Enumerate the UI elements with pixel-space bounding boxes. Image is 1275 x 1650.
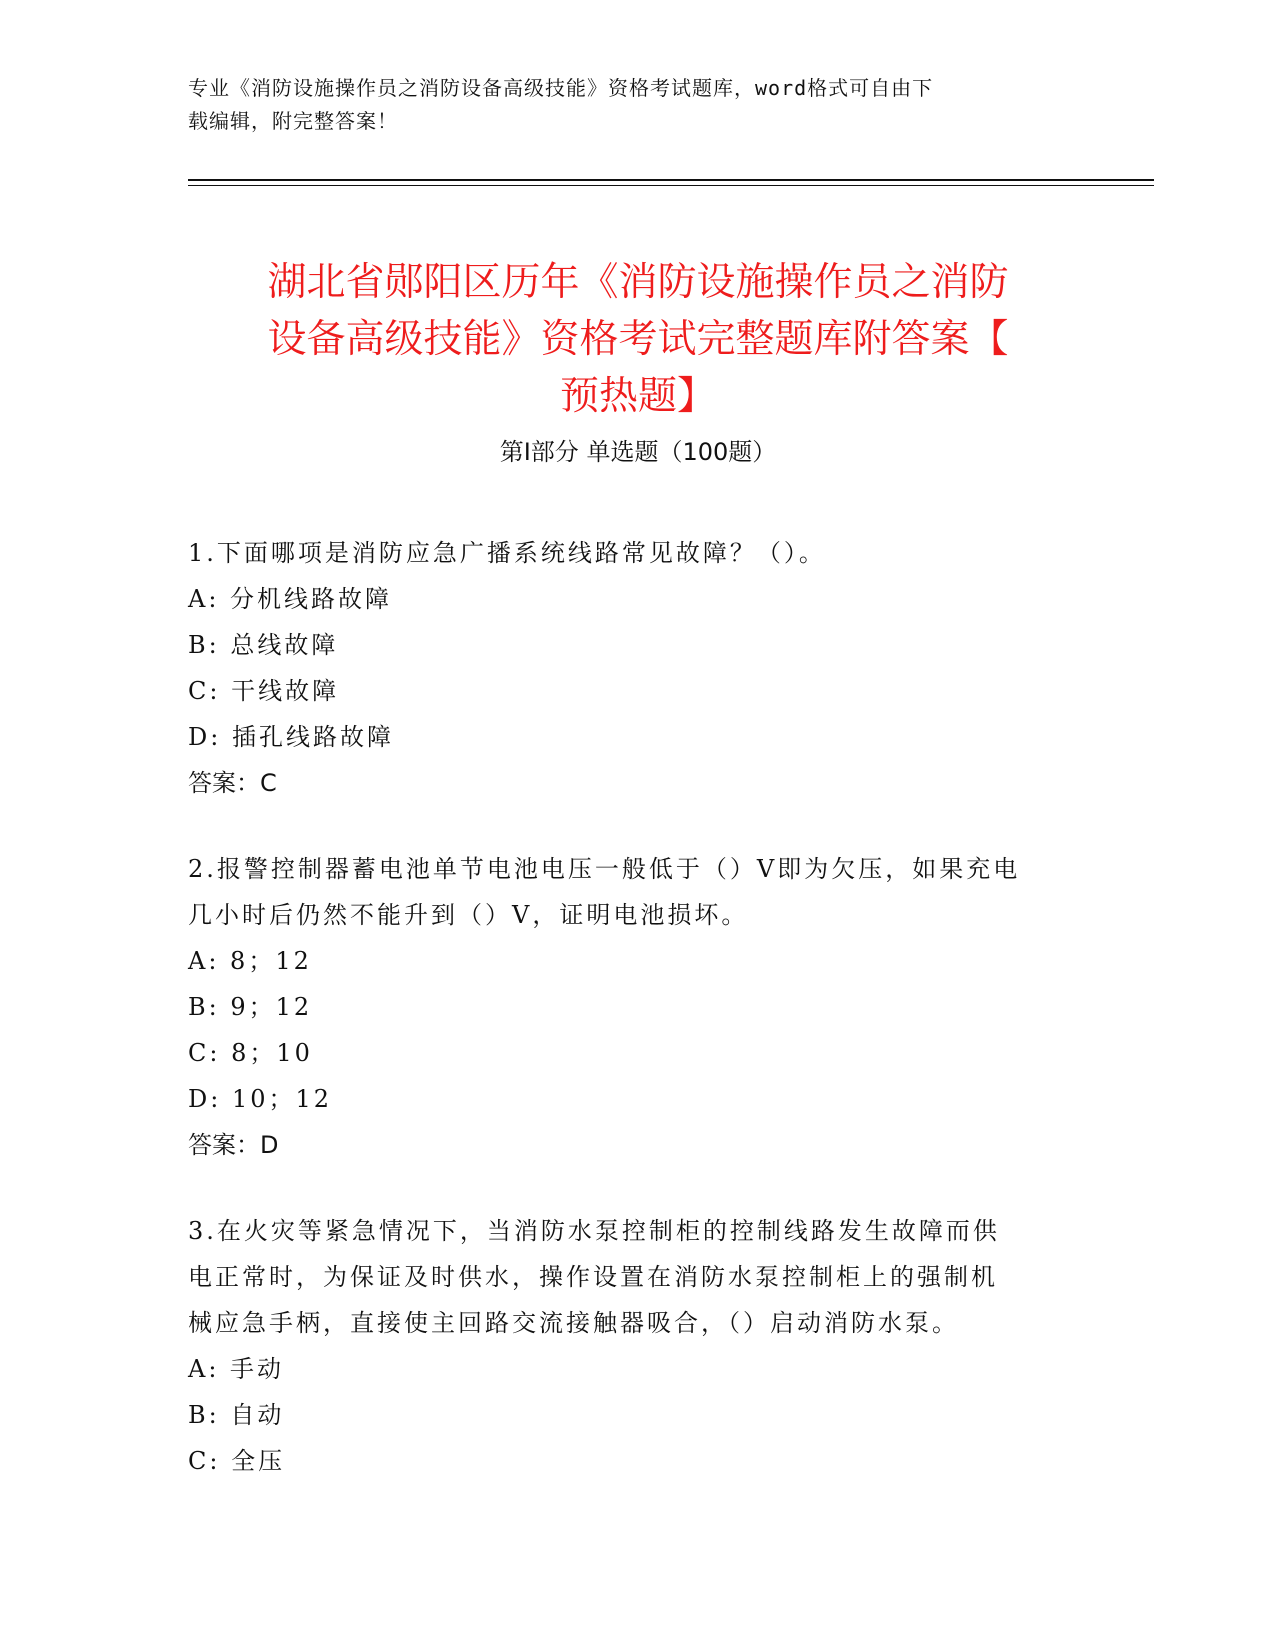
- question-item: [188, 846, 1088, 1168]
- option-d: D: 10；12: [188, 1085, 333, 1113]
- answer-line: 答案：C: [188, 769, 277, 797]
- header-note-line: 专业《消防设施操作员之消防设备高级技能》资格考试题库，word格式可自由下: [188, 76, 934, 100]
- question-stem: 几小时后仍然不能升到（）V，证明电池损坏。: [188, 901, 749, 929]
- header-divider-thick: [188, 179, 1154, 181]
- question-list: [188, 530, 1088, 1524]
- option-b: B: 9；12: [188, 993, 313, 1021]
- document-title-line: 预热题】: [559, 374, 716, 420]
- question-stem: 2.报警控制器蓄电池单节电池电压一般低于（）V即为欠压，如果充电: [188, 855, 1021, 883]
- option-b: B: 总线故障: [188, 631, 339, 659]
- document-title-line: 湖北省郧阳区历年《消防设施操作员之消防: [267, 260, 1009, 306]
- header-note-line: 载编辑，附完整答案！: [188, 109, 398, 133]
- answer-line: 答案：D: [188, 1131, 279, 1159]
- question-stem: 电正常时，为保证及时供水，操作设置在消防水泵控制柜上的强制机: [188, 1263, 998, 1291]
- question-stem: 1.下面哪项是消防应急广播系统线路常见故障？（）。: [188, 539, 826, 567]
- option-c: C: 全压: [188, 1447, 286, 1475]
- option-c: C: 8；10: [188, 1039, 313, 1067]
- option-a: A: 分机线路故障: [188, 585, 393, 613]
- option-a: A: 手动: [188, 1355, 285, 1383]
- question-stem: 3.在火灾等紧急情况下，当消防水泵控制柜的控制线路发生故障而供: [188, 1217, 1000, 1245]
- option-b: B: 自动: [188, 1401, 285, 1429]
- section-heading: 第Ⅰ部分 单选题（100题）: [499, 438, 777, 466]
- option-d: D: 插孔线路故障: [188, 723, 394, 751]
- question-item: [188, 530, 1088, 806]
- header-divider-thin: [188, 185, 1154, 186]
- document-title: [188, 254, 1088, 425]
- option-a: A: 8；12: [188, 947, 312, 975]
- header-note: [188, 72, 1068, 138]
- option-c: C: 干线故障: [188, 677, 340, 705]
- question-item: [188, 1208, 1088, 1484]
- document-title-line: 设备高级技能》资格考试完整题库附答案【: [267, 317, 1009, 363]
- question-stem: 械应急手柄，直接使主回路交流接触器吸合，（）启动消防水泵。: [188, 1309, 959, 1337]
